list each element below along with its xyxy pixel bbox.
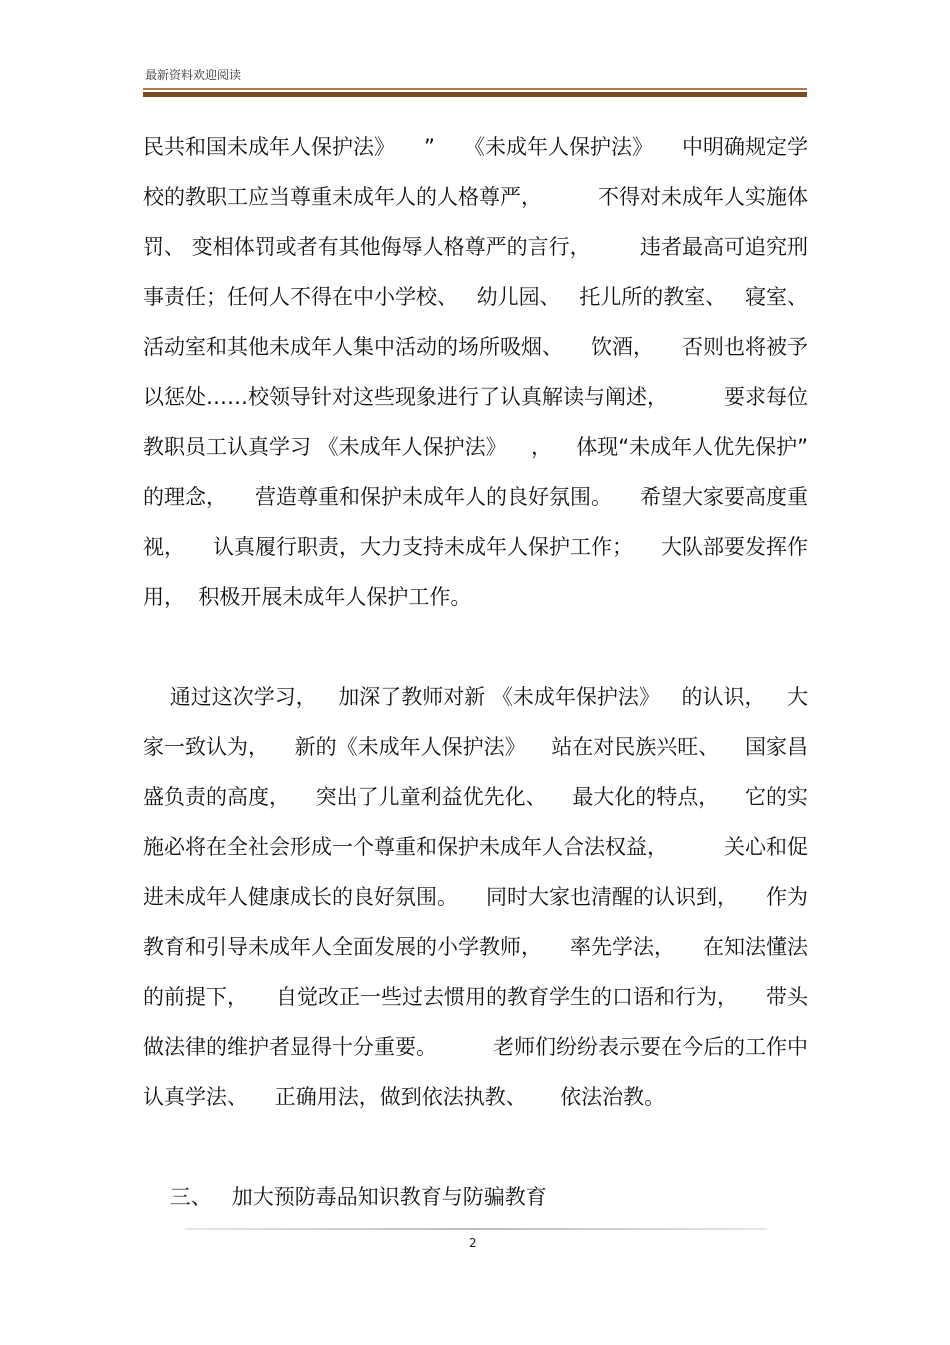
text-segment: 要求每位 — [724, 385, 808, 409]
page-number: 2 — [469, 1236, 477, 1250]
text-segment: 否则也将被予 — [682, 335, 808, 359]
text-segment: 国家昌 — [744, 735, 808, 759]
text-line — [143, 1022, 808, 1072]
text-segment: 的理念， — [143, 485, 227, 509]
text-segment: 《未成年人保护法》 — [463, 135, 653, 159]
text-line — [143, 772, 808, 822]
text-segment: 带头 — [766, 985, 808, 1009]
text-segment: 体现“未成年人优先保护” — [576, 435, 808, 459]
text-line — [143, 372, 808, 422]
text-segment: 同时大家也清醒的认识到， — [486, 885, 738, 909]
section-heading: 三、 加大预防毒品知识教育与防骗教育 — [143, 1185, 547, 1209]
header-rule-thick — [143, 92, 807, 97]
text-segment: ， — [530, 435, 552, 459]
paragraph-2 — [143, 672, 808, 1072]
paragraph-gap — [143, 1122, 808, 1172]
text-segment: 盛负责的高度， — [143, 785, 290, 809]
text-segment: 自觉改正一些过去惯用的教育学生的口语和行为， — [276, 985, 738, 1009]
paragraph-1-last-line: 用， 积极开展未成年人保护工作。 — [143, 585, 472, 609]
paragraph-2-last-line: 认真学法、 正确用法，做到依法执教、 依法治教。 — [143, 1085, 666, 1109]
text-line — [143, 922, 808, 972]
text-segment: 中明确规定学 — [681, 135, 808, 159]
text-segment: 不得对未成年人实施体 — [598, 185, 808, 209]
text-line — [143, 272, 808, 322]
text-segment: 罚、 变相体罚或者有其他侮辱人格尊严的言行， — [143, 235, 591, 259]
paragraph-1 — [143, 122, 808, 572]
text-segment: 站在对民族兴旺、 — [551, 735, 720, 759]
text-line — [143, 422, 808, 472]
text-segment: ” — [424, 135, 435, 159]
text-segment: 进未成年人健康成长的良好氛围。 — [143, 885, 458, 909]
text-segment: 它的实 — [744, 785, 808, 809]
text-segment: 托儿所的教室、 — [579, 285, 727, 309]
text-line — [143, 522, 808, 572]
header-rule-thin — [143, 88, 807, 90]
text-segment: 以惩处……校领导针对这些现象进行了认真解读与阐述， — [143, 385, 668, 409]
text-segment: 的前提下， — [143, 985, 248, 1009]
text-segment: 家一致认为， — [143, 735, 269, 759]
text-line — [143, 672, 808, 722]
text-line — [143, 322, 808, 372]
paragraph-gap — [143, 622, 808, 672]
text-segment: 新的《未成年人保护法》 — [294, 735, 526, 759]
text-line — [143, 822, 808, 872]
text-segment: 施必将在全社会形成一个尊重和保护未成年人合法权益， — [143, 835, 668, 859]
text-segment: 作为 — [766, 885, 808, 909]
text-segment: 教育和引导未成年人全面发展的小学教师， — [143, 935, 542, 959]
text-segment: 幼儿园、 — [476, 285, 561, 309]
text-segment: 民共和国未成年人保护法》 — [143, 135, 395, 159]
text-segment: 饮酒， — [591, 335, 654, 359]
text-line — [143, 172, 808, 222]
text-segment: 视， — [143, 535, 185, 559]
text-segment: 加深了教师对新 《未成年保护法》 — [338, 685, 660, 709]
text-segment: 关心和促 — [724, 835, 808, 859]
text-segment: 老师们纷纷表示要在今后的工作中 — [493, 1035, 808, 1059]
text-segment: 事责任；任何人不得在中小学校、 — [143, 285, 458, 309]
header-text: 最新资料欢迎阅读 — [145, 68, 242, 82]
footer-rule — [185, 1228, 767, 1230]
text-segment: 通过这次学习， — [143, 685, 317, 709]
text-segment: 违者最高可追究刑 — [640, 235, 808, 259]
text-line — [143, 122, 808, 172]
text-segment: 在知法懂法 — [703, 935, 808, 959]
text-segment: 认真履行职责，大力支持未成年人保护工作； — [213, 535, 633, 559]
text-segment: 率先学法， — [570, 935, 675, 959]
text-segment: 希望大家要高度重 — [640, 485, 808, 509]
text-line — [143, 872, 808, 922]
text-segment: 的认识， — [681, 685, 766, 709]
text-segment: 做法律的维护者显得十分重要。 — [143, 1035, 437, 1059]
text-segment: 教职员工认真学习 《未成年人保护法》 — [143, 435, 507, 459]
text-line — [143, 972, 808, 1022]
text-segment: 大 — [786, 685, 808, 709]
text-segment: 大队部要发挥作 — [661, 535, 808, 559]
text-segment: 突出了儿童利益优先化、 — [315, 785, 547, 809]
document-body — [143, 122, 808, 1222]
text-line — [143, 222, 808, 272]
text-segment: 寝室、 — [744, 285, 808, 309]
text-segment: 营造尊重和保护未成年人的良好氛围。 — [255, 485, 612, 509]
text-line — [143, 722, 808, 772]
text-line — [143, 472, 808, 522]
text-segment: 校的教职工应当尊重未成年人的人格尊严， — [143, 185, 542, 209]
text-segment: 活动室和其他未成年人集中活动的场所吸烟、 — [143, 335, 563, 359]
text-segment: 最大化的特点， — [572, 785, 720, 809]
